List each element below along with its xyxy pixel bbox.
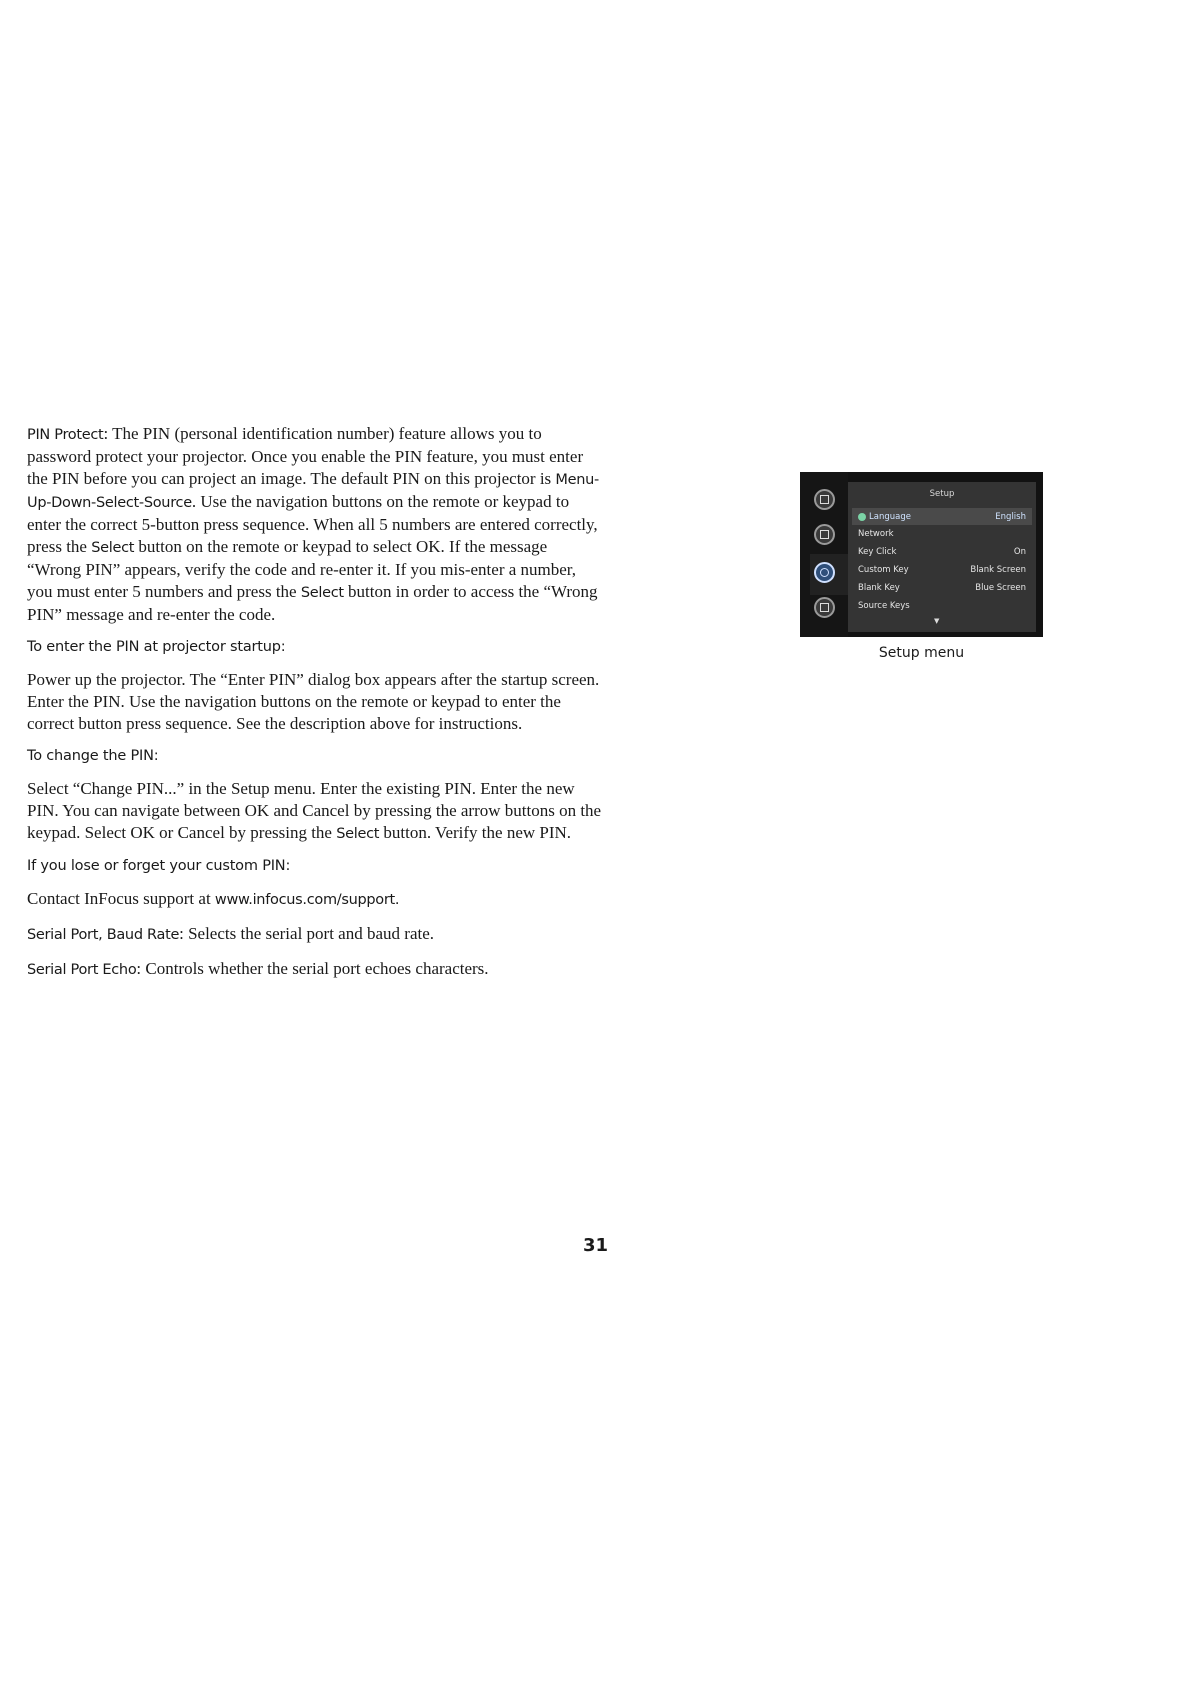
settings-add-icon[interactable] — [814, 524, 835, 545]
lost-pin-heading: If you lose or forget your custom PIN: — [27, 858, 291, 874]
serial-echo-term: Serial Port Echo — [27, 962, 137, 978]
support-url-link[interactable]: www.infocus.com/support. — [214, 892, 400, 908]
select-button-term: Select — [300, 585, 344, 601]
pin-protect-paragraph — [27, 423, 603, 626]
default-pin-sequence: Menu-Up-Down-Select-Source — [27, 472, 599, 511]
page-number: 31 — [582, 1235, 609, 1256]
menu-row-label: Network — [858, 528, 894, 539]
menu-row-label: Key Click — [858, 546, 897, 557]
menu-row-source-keys[interactable] — [852, 597, 1032, 614]
setup-menu-title: Setup — [929, 489, 955, 499]
select-button-term: Select — [336, 826, 380, 842]
serial-baud-text: : Selects the serial port and baud rate. — [179, 924, 435, 943]
setup-gear-icon[interactable] — [814, 562, 835, 583]
change-pin-text-1: Select “Change PIN...” in the Setup menu. Enter the existing PIN. Enter the new PIN. You can navigate between OK and Cancel by pressing the arrow buttons on the keypad. Select OK or Cancel by pressing the — [27, 779, 602, 842]
startup-paragraph: Power up the projector. The “Enter PIN” dialog box appears after the startup screen. Enter the PIN. Use the navigation buttons on the remote or keypad to enter the correct button press sequence. See the description above for instructions. — [27, 670, 600, 733]
lost-pin-text: Contact InFocus support at — [27, 889, 215, 908]
menu-row-custom-key[interactable] — [852, 561, 1032, 578]
scroll-down-arrow-icon[interactable]: ▼ — [934, 617, 940, 625]
menu-row-label: Language — [869, 511, 911, 522]
pin-protect-text-4: button in order to access the “Wrong PIN” message and re-enter the code. — [27, 582, 598, 624]
info-icon[interactable] — [814, 597, 835, 618]
startup-heading: To enter the PIN at projector startup: — [27, 639, 286, 655]
pin-protect-text-1: : The PIN (personal identification number) feature allows you to password protect your projector. Once you enable the PIN feature, you must enter the PIN before you can project an image. The default PIN on this projector is — [27, 424, 584, 488]
pin-protect-text-2: . Use the navigation buttons on the remote or keypad to enter the correct 5-button press sequence. When all 5 numbers are entered correctly, press the — [27, 492, 598, 556]
figure-caption: Setup menu — [878, 645, 965, 661]
menu-row-label: Blank Key — [858, 582, 900, 593]
menu-row-value: Blank Screen — [970, 564, 1026, 575]
select-button-term: Select — [91, 540, 135, 556]
setup-menu-panel — [848, 482, 1036, 632]
pin-protect-term: PIN Protect — [27, 427, 104, 443]
menu-row-network[interactable] — [852, 525, 1032, 542]
menu-row-value: On — [1013, 546, 1026, 557]
picture-icon[interactable] — [814, 489, 835, 510]
language-icon — [858, 513, 866, 521]
menu-row-value: English — [995, 511, 1026, 522]
menu-row-key-click[interactable] — [852, 543, 1032, 560]
menu-icon-rail — [800, 472, 848, 637]
menu-row-label: Custom Key — [858, 564, 909, 575]
serial-echo-text: : Controls whether the serial port echoes characters. — [136, 959, 489, 978]
lost-pin-paragraph — [27, 888, 603, 911]
change-pin-heading: To change the PIN: — [27, 748, 159, 764]
change-pin-paragraph — [27, 778, 603, 845]
menu-row-label: Source Keys — [858, 600, 910, 611]
setup-menu-screenshot — [800, 472, 1043, 637]
menu-row-blank-key[interactable] — [852, 579, 1032, 596]
change-pin-text-2: button. Verify the new PIN. — [379, 823, 572, 842]
serial-baud-term: Serial Port, Baud Rate — [27, 927, 180, 943]
pin-protect-text-3: button on the remote or keypad to select OK. If the message “Wrong PIN” appears, verify the code and re-enter it. If you mis-enter a number, you must enter 5 numbers and press the — [27, 537, 577, 601]
setup-menu-figure — [800, 472, 1043, 661]
main-text-column — [27, 423, 603, 991]
menu-row-language[interactable] — [852, 508, 1032, 525]
serial-baud-paragraph — [27, 923, 603, 946]
menu-row-value: Blue Screen — [975, 582, 1026, 593]
serial-echo-paragraph — [27, 958, 603, 981]
